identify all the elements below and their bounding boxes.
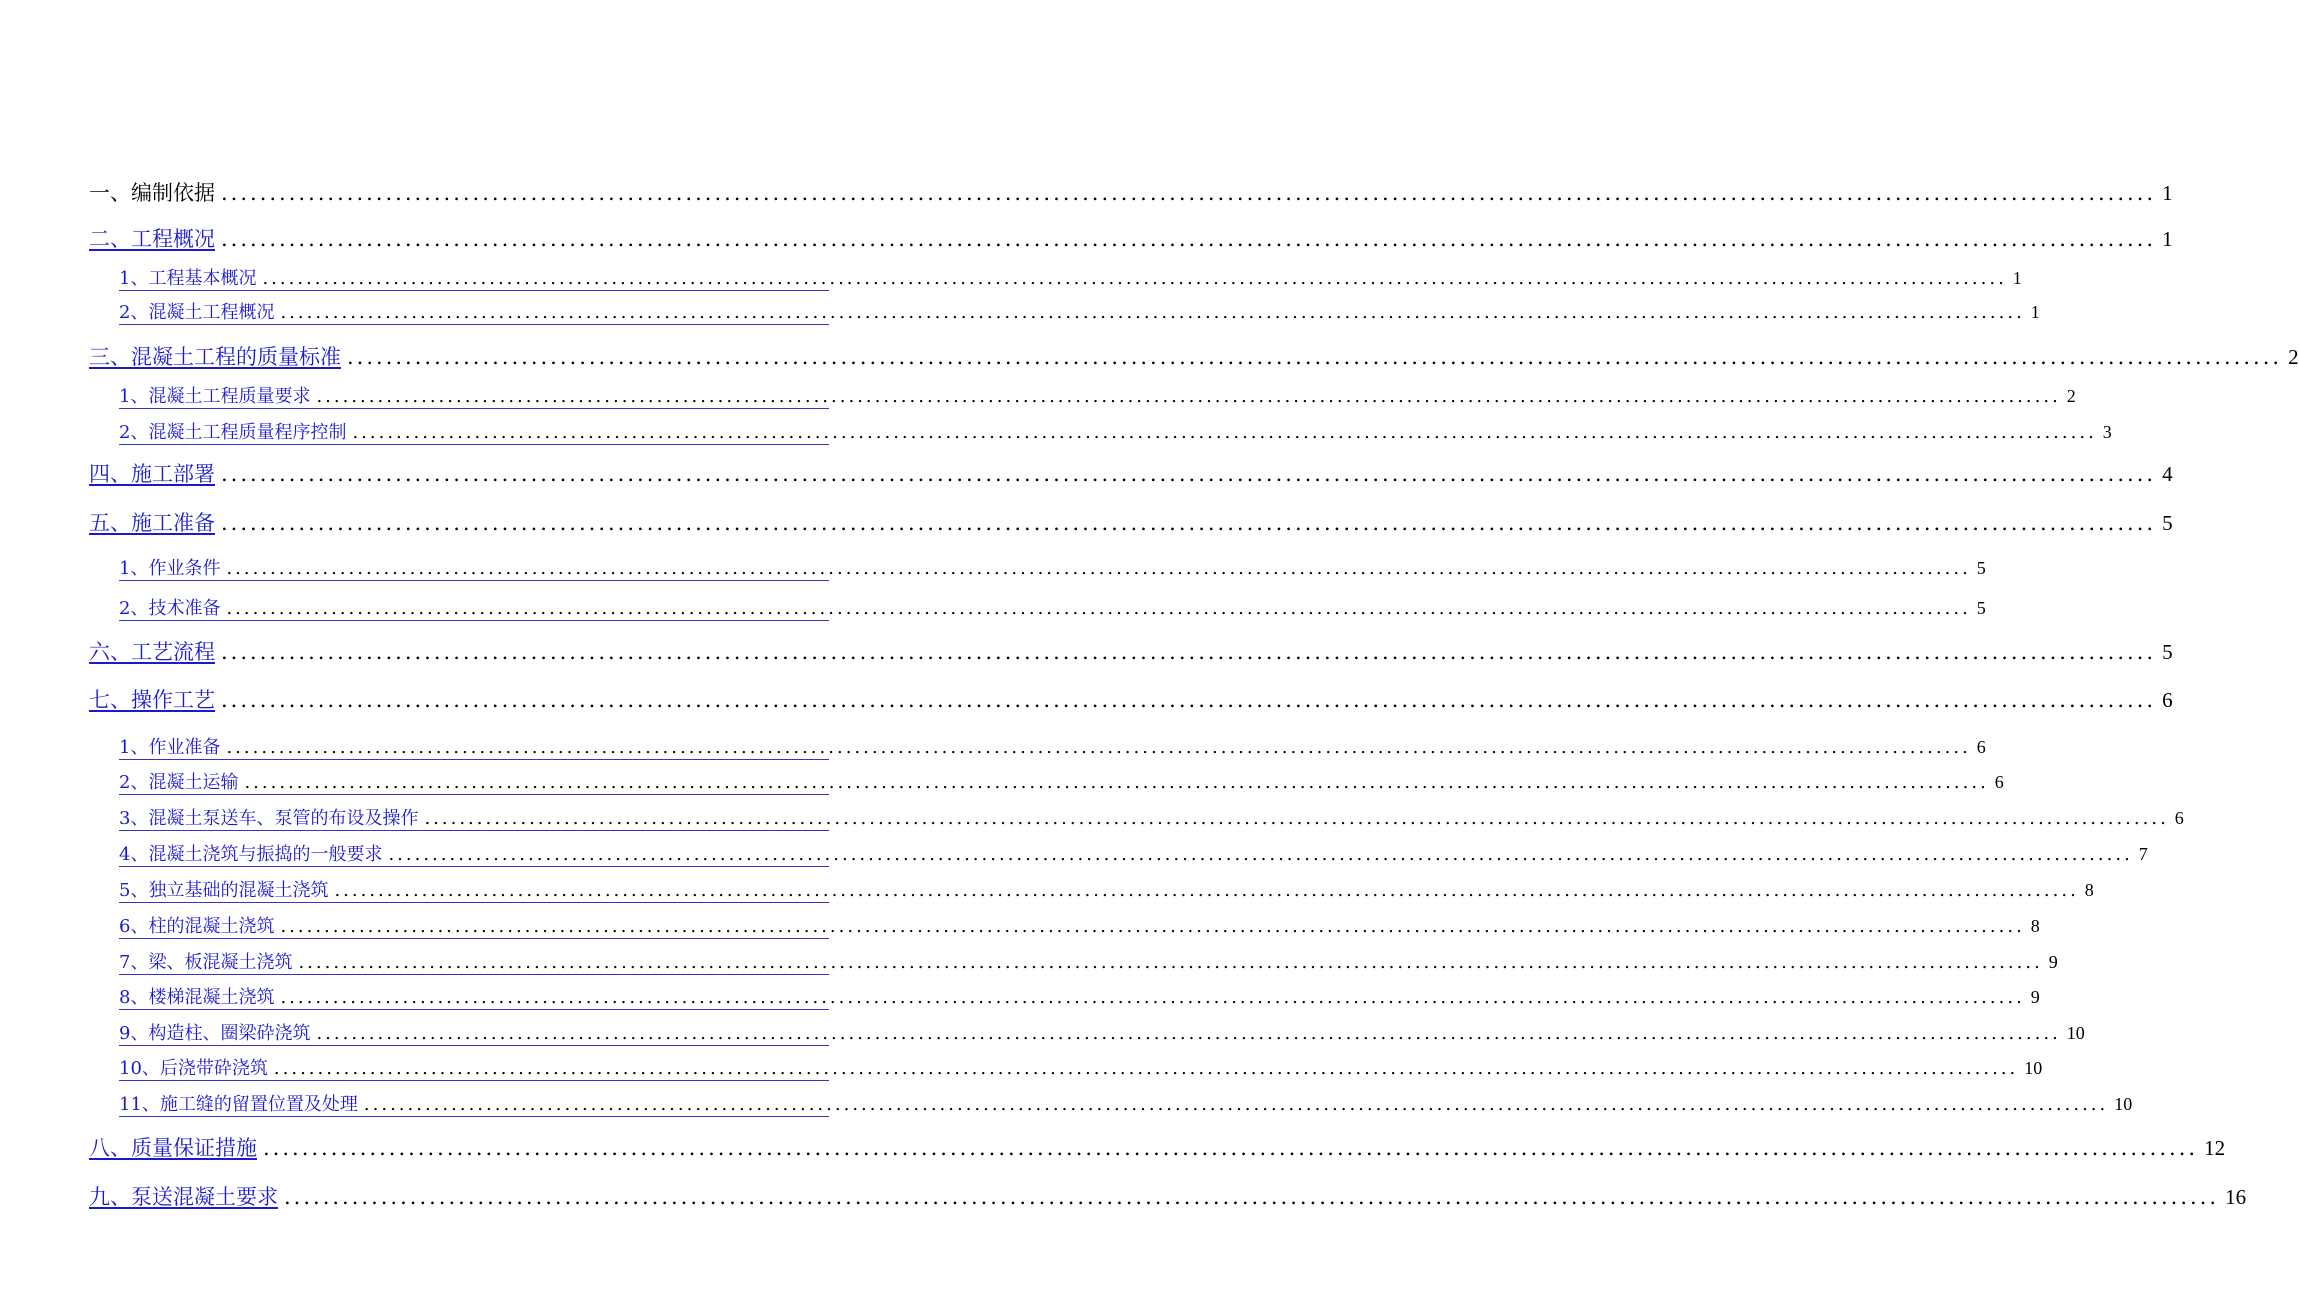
toc-page-number: 12: [2204, 1135, 2226, 1160]
toc-entry-title[interactable]: 6、柱的混凝土浇筑: [119, 916, 275, 938]
toc-entry[interactable]: [119, 266, 2022, 291]
toc-entry[interactable]: [119, 950, 2058, 975]
toc-dot-leader: ........................................................................................................................................................................................................: [363, 1094, 2109, 1116]
toc-dot-leader: ........................................................................................................................................................................................................: [280, 302, 2025, 324]
toc-dot-leader: ........................................................................................................................................................................................................: [221, 180, 2157, 205]
toc-page-number: 1: [2162, 180, 2173, 205]
toc-page-number: 6: [2174, 808, 2184, 829]
toc-entry[interactable]: [119, 1056, 2043, 1081]
toc-entry-title[interactable]: 三、混凝土工程的质量标准: [89, 344, 341, 369]
toc-entry-title[interactable]: 1、作业条件: [119, 558, 221, 580]
toc-entry[interactable]: [89, 342, 2299, 370]
toc-page-number: 6: [1976, 737, 1986, 758]
toc-entry-title[interactable]: 2、技术准备: [119, 598, 221, 620]
toc-dot-leader: ........................................................................................................................................................................................................: [221, 687, 2157, 712]
toc-page-number: 10: [2114, 1094, 2133, 1115]
toc-entry-title[interactable]: 1、混凝土工程质量要求: [119, 386, 311, 408]
toc-dot-leader: ........................................................................................................................................................................................................: [424, 808, 2169, 830]
toc-entry[interactable]: [119, 770, 2004, 795]
toc-entry-title[interactable]: 八、质量保证措施: [89, 1135, 257, 1160]
toc-entry[interactable]: [89, 685, 2173, 713]
toc-page-number: 6: [2162, 687, 2173, 712]
toc-entry[interactable]: [89, 1133, 2226, 1161]
toc-entry[interactable]: [119, 985, 2040, 1010]
toc-dot-leader: ........................................................................................................................................................................................................: [221, 226, 2157, 251]
toc-entry-title[interactable]: 2、混凝土工程质量程序控制: [119, 422, 347, 444]
toc-dot-leader: ........................................................................................................................................................................................................: [262, 268, 2007, 290]
toc-entry[interactable]: [89, 1182, 2247, 1210]
toc-entry[interactable]: [119, 1021, 2085, 1046]
toc-entry-title[interactable]: 二、工程概况: [89, 226, 215, 251]
toc-entry[interactable]: [119, 878, 2094, 903]
toc-dot-leader: ........................................................................................................................................................................................................: [298, 952, 2043, 974]
toc-entry-title[interactable]: 10、后浇带砕浇筑: [119, 1058, 268, 1080]
toc-dot-leader: ........................................................................................................................................................................................................: [226, 598, 1971, 620]
toc-entry[interactable]: [119, 735, 1986, 760]
toc-entry-title[interactable]: 六、工艺流程: [89, 639, 215, 664]
toc-dot-leader: ........................................................................................................................................................................................................: [244, 772, 1989, 794]
toc-page-number: 5: [2162, 510, 2173, 535]
toc-entry-title[interactable]: 1、工程基本概况: [119, 268, 257, 290]
toc-page-number: 8: [2030, 916, 2040, 937]
toc-page-number: 8: [2084, 880, 2094, 901]
toc-entry-title[interactable]: 9、构造柱、圈梁砕浇筑: [119, 1023, 311, 1045]
toc-page-number: 1: [2030, 302, 2040, 323]
toc-dot-leader: ........................................................................................................................................................................................................: [226, 558, 1971, 580]
toc-entry[interactable]: [89, 637, 2173, 665]
toc-dot-leader: ........................................................................................................................................................................................................: [226, 737, 1971, 759]
toc-page-number: 7: [2138, 844, 2148, 865]
toc-dot-leader: ........................................................................................................................................................................................................: [388, 844, 2133, 866]
toc-page-number: 9: [2048, 952, 2058, 973]
toc-dot-leader: ........................................................................................................................................................................................................: [316, 386, 2061, 408]
toc-dot-leader: ........................................................................................................................................................................................................: [284, 1184, 2220, 1209]
toc-entry[interactable]: [119, 914, 2040, 939]
toc-entry[interactable]: [89, 459, 2173, 487]
toc-entry[interactable]: [119, 420, 2112, 445]
toc-page-number: 1: [2012, 268, 2022, 289]
toc-page-number: 10: [2066, 1023, 2085, 1044]
toc-entry-title[interactable]: 九、泵送混凝土要求: [89, 1184, 278, 1209]
toc-entry-title[interactable]: 7、梁、板混凝土浇筑: [119, 952, 293, 974]
toc-dot-leader: ........................................................................................................................................................................................................: [221, 639, 2157, 664]
toc-page-number: 2: [2288, 344, 2299, 369]
toc-entry-title[interactable]: 4、混凝土浇筑与振捣的一般要求: [119, 844, 383, 866]
toc-entry[interactable]: [119, 842, 2148, 867]
toc-entry-title[interactable]: 8、楼梯混凝土浇筑: [119, 987, 275, 1009]
toc-entry-title[interactable]: 3、混凝土泵送车、泵管的布设及操作: [119, 808, 419, 830]
toc-entry[interactable]: [89, 508, 2173, 536]
toc-entry[interactable]: [89, 224, 2173, 252]
toc-entry-title[interactable]: 2、混凝土运输: [119, 772, 239, 794]
toc-entry[interactable]: [119, 384, 2076, 409]
toc-entry[interactable]: [119, 1092, 2133, 1117]
toc-entry-title[interactable]: 五、施工准备: [89, 510, 215, 535]
toc-entry-title[interactable]: 1、作业准备: [119, 737, 221, 759]
toc-dot-leader: ........................................................................................................................................................................................................: [221, 461, 2157, 486]
toc-entry-title: 一、编制依据: [89, 180, 215, 205]
toc-page-number: 5: [1976, 598, 1986, 619]
toc-page-number: 16: [2225, 1184, 2247, 1209]
toc-dot-leader: ........................................................................................................................................................................................................: [347, 344, 2283, 369]
toc-entry[interactable]: [119, 556, 1986, 581]
toc-entry[interactable]: [119, 300, 2040, 325]
toc-entry-title[interactable]: 5、独立基础的混凝土浇筑: [119, 880, 329, 902]
toc-dot-leader: ........................................................................................................................................................................................................: [273, 1058, 2019, 1080]
toc-page-number: 3: [2102, 422, 2112, 443]
toc-entry: [89, 178, 2173, 206]
toc-page-number: 5: [2162, 639, 2173, 664]
toc-dot-leader: ........................................................................................................................................................................................................: [280, 916, 2025, 938]
toc-dot-leader: ........................................................................................................................................................................................................: [316, 1023, 2061, 1045]
toc-entry[interactable]: [119, 596, 1986, 621]
toc-page-number: 1: [2162, 226, 2173, 251]
toc-page-number: 10: [2024, 1058, 2043, 1079]
toc-page-number: 9: [2030, 987, 2040, 1008]
toc-entry-title[interactable]: 11、施工缝的留置位置及处理: [119, 1094, 358, 1116]
toc-entry-title[interactable]: 2、混凝土工程概况: [119, 302, 275, 324]
toc-page-number: 2: [2066, 386, 2076, 407]
toc-page-number: 5: [1976, 558, 1986, 579]
toc-dot-leader: ........................................................................................................................................................................................................: [221, 510, 2157, 535]
toc-dot-leader: ........................................................................................................................................................................................................: [280, 987, 2025, 1009]
toc-dot-leader: ........................................................................................................................................................................................................: [334, 880, 2079, 902]
toc-page-number: 4: [2162, 461, 2173, 486]
toc-entry[interactable]: [119, 806, 2184, 831]
toc-entry-title[interactable]: 四、施工部署: [89, 461, 215, 486]
toc-dot-leader: ........................................................................................................................................................................................................: [352, 422, 2097, 444]
toc-page-number: 6: [1994, 772, 2004, 793]
toc-dot-leader: ........................................................................................................................................................................................................: [263, 1135, 2199, 1160]
toc-entry-title[interactable]: 七、操作工艺: [89, 687, 215, 712]
